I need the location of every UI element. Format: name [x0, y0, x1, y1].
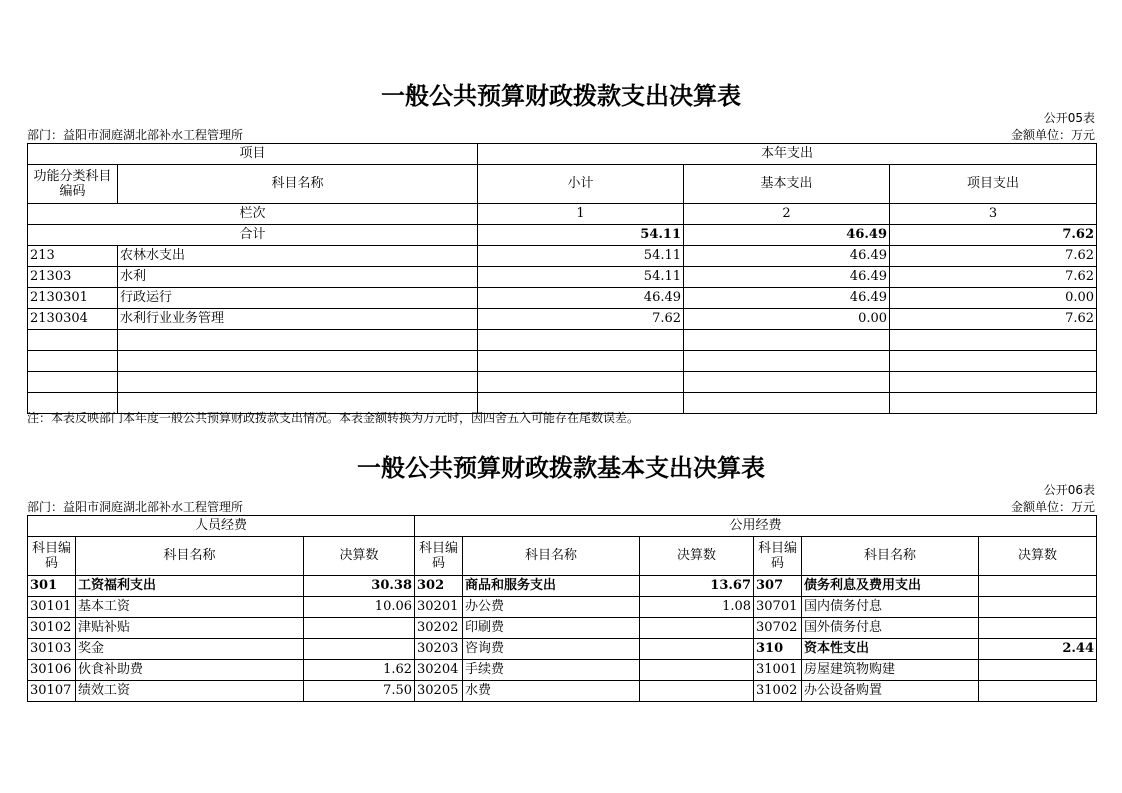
header-code: 科目编码: [754, 537, 802, 576]
row-name: 手续费: [463, 660, 640, 681]
total-project: 7.62: [890, 225, 1097, 246]
row-code: 302: [415, 576, 463, 597]
row-amount: [979, 597, 1097, 618]
row-code: 30101: [28, 597, 76, 618]
header-item: 项目: [28, 144, 478, 165]
row-basic: 46.49: [684, 288, 890, 309]
row-name: 印刷费: [463, 618, 640, 639]
row-code: 301: [28, 576, 76, 597]
row-amount: [979, 618, 1097, 639]
table1-note: 注：本表反映部门本年度一般公共预算财政拨款支出情况。本表金额转换为万元时，因四舍五入可能存在尾数误差。: [27, 411, 640, 425]
table-row: [28, 618, 1097, 639]
table-row: [28, 288, 1097, 309]
table1-title: 一般公共预算财政拨款支出决算表: [381, 82, 741, 110]
table1-total-row: [28, 225, 1097, 246]
row-amount: 30.38: [304, 576, 415, 597]
table-row: [28, 267, 1097, 288]
row-code: 30107: [28, 681, 76, 702]
row-name: 水利: [118, 267, 478, 288]
table1-unit: 金额单位：万元: [1010, 128, 1095, 142]
total-label: 合计: [28, 225, 478, 246]
table-row: [28, 576, 1097, 597]
header-code: 科目编码: [28, 537, 76, 576]
header-amount: 决算数: [979, 537, 1097, 576]
row-code: 30701: [754, 597, 802, 618]
header-basic: 基本支出: [684, 165, 890, 204]
row-name: 水费: [463, 681, 640, 702]
header-year: 本年支出: [478, 144, 1097, 165]
row-name: 行政运行: [118, 288, 478, 309]
table-row: [28, 246, 1097, 267]
row-name: 工资福利支出: [76, 576, 304, 597]
table1-dept: 部门：益阳市洞庭湖北部补水工程管理所: [27, 128, 244, 142]
header-name: 科目名称: [76, 537, 304, 576]
row-amount: [979, 660, 1097, 681]
row-basic: 0.00: [684, 309, 890, 330]
row-amount: [640, 660, 754, 681]
header-name: 科目名称: [802, 537, 979, 576]
empty-row: [28, 351, 1097, 372]
table1-colnum-row: [28, 204, 1097, 225]
row-subtotal: 7.62: [478, 309, 684, 330]
header-code: 功能分类科目编码: [28, 165, 118, 204]
row-subtotal: 54.11: [478, 246, 684, 267]
row-name: 债务利息及费用支出: [802, 576, 979, 597]
row-name: 资本性支出: [802, 639, 979, 660]
table2-header-row: [28, 516, 1097, 537]
header-column-index: 栏次: [28, 204, 478, 225]
row-code: 30106: [28, 660, 76, 681]
table2: [27, 515, 1097, 702]
row-name: 商品和服务支出: [463, 576, 640, 597]
row-amount: [640, 681, 754, 702]
row-amount: 7.50: [304, 681, 415, 702]
total-basic: 46.49: [684, 225, 890, 246]
row-name: 伙食补助费: [76, 660, 304, 681]
row-code: 30202: [415, 618, 463, 639]
table1: [27, 143, 1097, 414]
row-code: 310: [754, 639, 802, 660]
header-name: 科目名称: [118, 165, 478, 204]
header-personnel: 人员经费: [28, 516, 415, 537]
row-amount: [640, 639, 754, 660]
row-code: 30103: [28, 639, 76, 660]
row-name: 房屋建筑物购建: [802, 660, 979, 681]
row-basic: 46.49: [684, 246, 890, 267]
row-name: 国外债务付息: [802, 618, 979, 639]
row-code: 21303: [28, 267, 118, 288]
row-name: 农林水支出: [118, 246, 478, 267]
row-amount: 1.08: [640, 597, 754, 618]
row-code: 307: [754, 576, 802, 597]
table-row: [28, 597, 1097, 618]
col-num: 3: [890, 204, 1097, 225]
col-num: 2: [684, 204, 890, 225]
table1-subheader-row: [28, 165, 1097, 204]
row-code: 30702: [754, 618, 802, 639]
row-project: 7.62: [890, 267, 1097, 288]
row-code: 30203: [415, 639, 463, 660]
row-name: 津贴补贴: [76, 618, 304, 639]
row-amount: 1.62: [304, 660, 415, 681]
table-row: [28, 309, 1097, 330]
header-subtotal: 小计: [478, 165, 684, 204]
row-name: 国内债务付息: [802, 597, 979, 618]
row-amount: [304, 639, 415, 660]
row-name: 咨询费: [463, 639, 640, 660]
row-code: 2130301: [28, 288, 118, 309]
row-basic: 46.49: [684, 267, 890, 288]
table1-code: 公开05表: [1043, 111, 1095, 125]
row-amount: 10.06: [304, 597, 415, 618]
header-name: 科目名称: [463, 537, 640, 576]
row-code: 31002: [754, 681, 802, 702]
table2-subheader-row: [28, 537, 1097, 576]
col-num: 1: [478, 204, 684, 225]
table2-unit: 金额单位：万元: [1010, 500, 1095, 514]
row-name: 办公设备购置: [802, 681, 979, 702]
row-amount: 2.44: [979, 639, 1097, 660]
table2-dept: 部门：益阳市洞庭湖北部补水工程管理所: [27, 500, 244, 514]
row-amount: [640, 618, 754, 639]
row-name: 绩效工资: [76, 681, 304, 702]
row-amount: [979, 681, 1097, 702]
row-code: 30201: [415, 597, 463, 618]
row-amount: [979, 576, 1097, 597]
header-code: 科目编码: [415, 537, 463, 576]
row-subtotal: 54.11: [478, 267, 684, 288]
row-project: 7.62: [890, 246, 1097, 267]
header-amount: 决算数: [304, 537, 415, 576]
row-project: 7.62: [890, 309, 1097, 330]
table-row: [28, 639, 1097, 660]
row-code: 2130304: [28, 309, 118, 330]
header-public: 公用经费: [415, 516, 1097, 537]
total-subtotal: 54.11: [478, 225, 684, 246]
table2-title: 一般公共预算财政拨款基本支出决算表: [357, 454, 765, 482]
table-row: [28, 660, 1097, 681]
row-project: 0.00: [890, 288, 1097, 309]
row-name: 奖金: [76, 639, 304, 660]
row-name: 基本工资: [76, 597, 304, 618]
header-amount: 决算数: [640, 537, 754, 576]
row-code: 30102: [28, 618, 76, 639]
row-code: 30205: [415, 681, 463, 702]
row-name: 水利行业业务管理: [118, 309, 478, 330]
row-amount: 13.67: [640, 576, 754, 597]
row-code: 213: [28, 246, 118, 267]
table1-header-row: [28, 144, 1097, 165]
table2-code: 公开06表: [1043, 483, 1095, 497]
empty-row: [28, 372, 1097, 393]
empty-row: [28, 330, 1097, 351]
row-code: 31001: [754, 660, 802, 681]
table-row: [28, 681, 1097, 702]
row-name: 办公费: [463, 597, 640, 618]
row-code: 30204: [415, 660, 463, 681]
header-project: 项目支出: [890, 165, 1097, 204]
row-subtotal: 46.49: [478, 288, 684, 309]
row-amount: [304, 618, 415, 639]
